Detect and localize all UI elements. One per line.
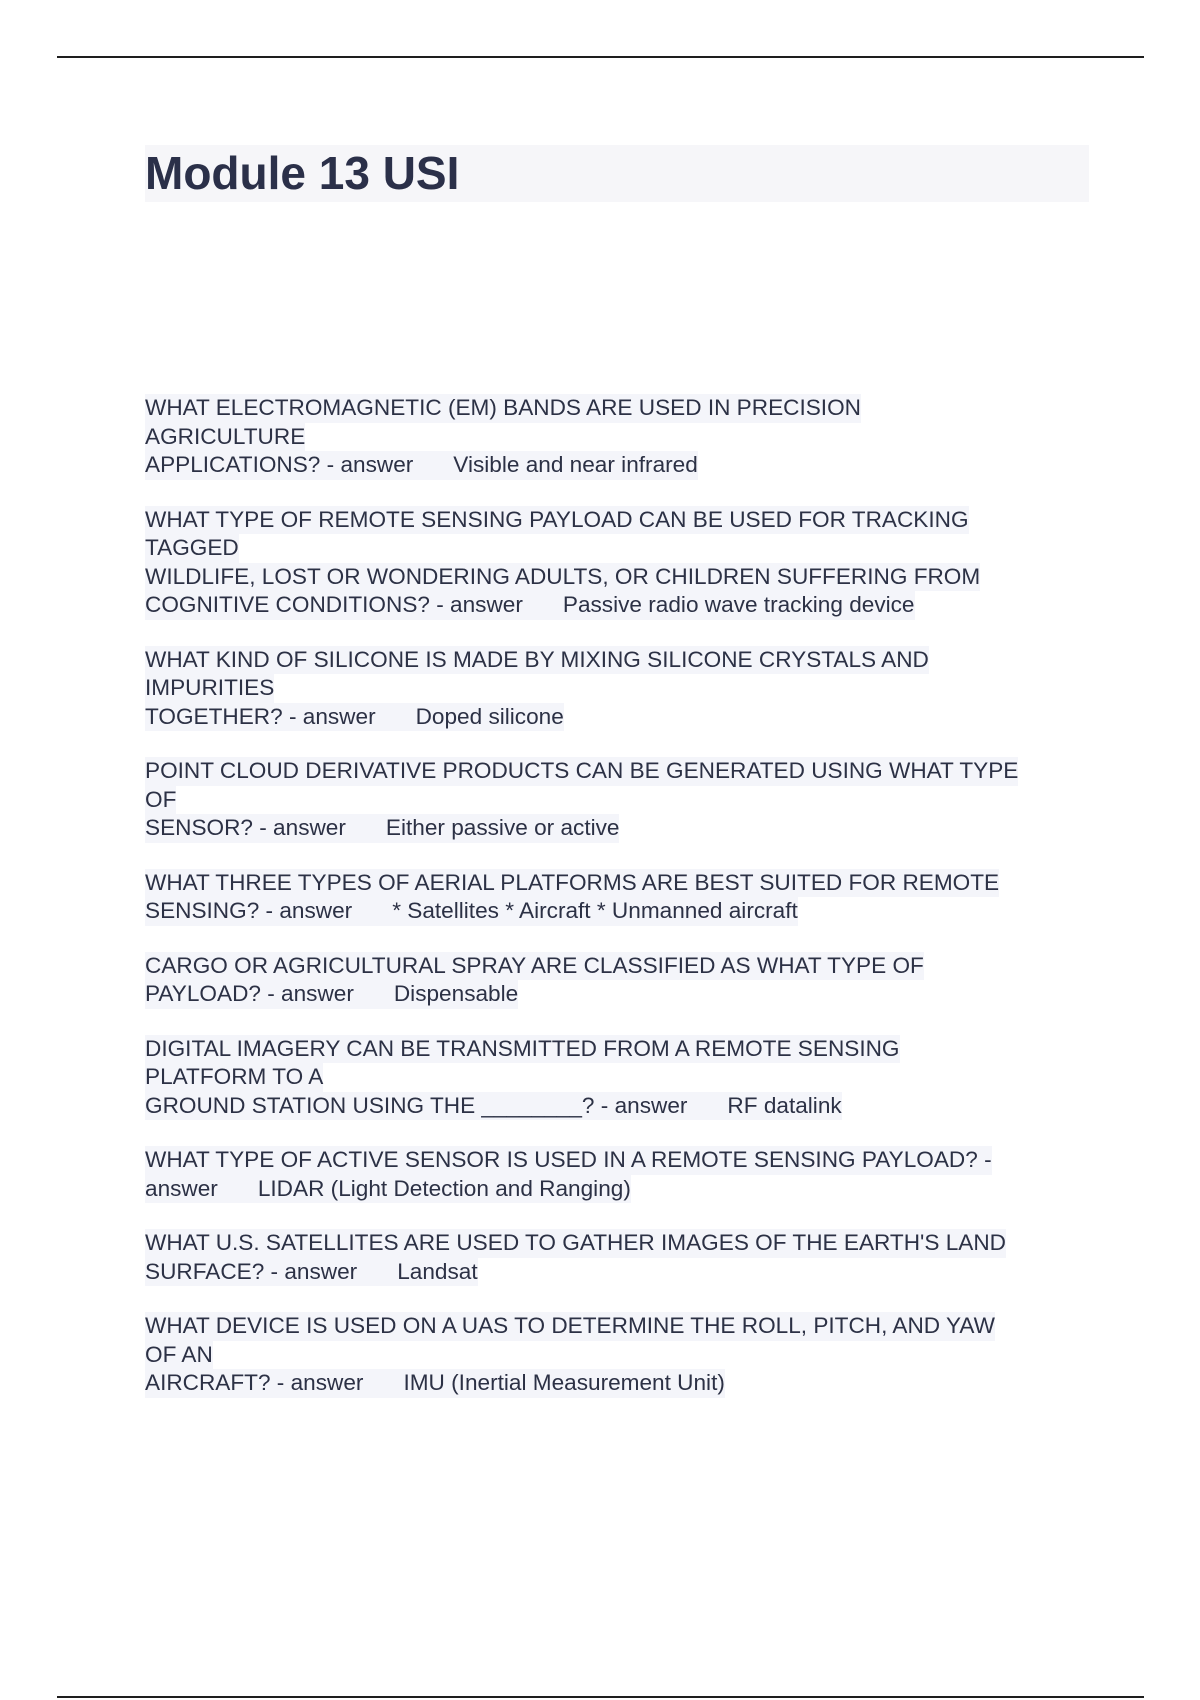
answer-text: RF datalink	[727, 1092, 842, 1118]
question-tail: answer	[145, 1175, 218, 1201]
qa-list	[145, 394, 1095, 1424]
question-line: DIGITAL IMAGERY CAN BE TRANSMITTED FROM A REMOTE SENSING	[145, 1035, 900, 1064]
question-line: POINT CLOUD DERIVATIVE PRODUCTS CAN BE GENERATED USING WHAT TYPE	[145, 757, 1018, 786]
question-line: OF	[145, 786, 176, 815]
answer-text: Dispensable	[393, 981, 519, 1006]
qa-item	[145, 646, 1095, 732]
question-line: WHAT U.S. SATELLITES ARE USED TO GATHER IMAGES OF THE EARTH'S LAND	[145, 1229, 1006, 1258]
question-tail: SURFACE? - answer	[145, 1258, 358, 1284]
question-line: OF AN	[145, 1341, 213, 1370]
qa-item	[145, 394, 1095, 480]
page-title: Module 13 USI	[145, 147, 460, 199]
question-answer-line	[145, 451, 698, 480]
answer-text: Visible and near infrared	[453, 452, 698, 477]
answer-text: Doped silicone	[415, 703, 564, 729]
question-answer-line	[145, 703, 564, 732]
answer-text: Landsat	[397, 1258, 478, 1284]
qa-item	[145, 952, 1095, 1009]
question-answer-line	[145, 1092, 842, 1121]
question-answer-line	[145, 1175, 631, 1204]
question-answer-line	[145, 814, 619, 843]
question-answer-line	[145, 980, 518, 1009]
question-tail: GROUND STATION USING THE ________? - answer	[145, 1092, 688, 1118]
bottom-rule	[57, 1696, 1144, 1698]
qa-item	[145, 869, 1095, 926]
qa-item	[145, 1229, 1095, 1286]
question-answer-line	[145, 591, 915, 620]
qa-item	[145, 1312, 1095, 1398]
question-tail: COGNITIVE CONDITIONS? - answer	[145, 592, 523, 617]
answer-text: IMU (Inertial Measurement Unit)	[403, 1370, 725, 1395]
question-line: TAGGED	[145, 534, 239, 563]
question-tail: TOGETHER? - answer	[145, 703, 376, 729]
question-tail: PAYLOAD? - answer	[145, 981, 354, 1006]
question-tail: AIRCRAFT? - answer	[145, 1370, 364, 1395]
answer-text: Passive radio wave tracking device	[562, 592, 915, 617]
question-line: AGRICULTURE	[145, 423, 305, 452]
question-answer-line	[145, 1369, 725, 1398]
question-line: WHAT TYPE OF ACTIVE SENSOR IS USED IN A REMOTE SENSING PAYLOAD? -	[145, 1146, 992, 1175]
question-answer-line	[145, 897, 798, 926]
top-rule	[57, 56, 1144, 58]
question-line: WHAT THREE TYPES OF AERIAL PLATFORMS ARE BEST SUITED FOR REMOTE	[145, 869, 999, 898]
qa-item	[145, 1146, 1095, 1203]
qa-item	[145, 757, 1095, 843]
question-line: WHAT KIND OF SILICONE IS MADE BY MIXING SILICONE CRYSTALS AND	[145, 646, 929, 675]
answer-text: LIDAR (Light Detection and Ranging)	[257, 1175, 631, 1201]
question-line: WHAT ELECTROMAGNETIC (EM) BANDS ARE USED IN PRECISION	[145, 394, 861, 423]
question-line: CARGO OR AGRICULTURAL SPRAY ARE CLASSIFIED AS WHAT TYPE OF	[145, 952, 924, 981]
question-line: WILDLIFE, LOST OR WONDERING ADULTS, OR CHILDREN SUFFERING FROM	[145, 563, 980, 592]
question-line: IMPURITIES	[145, 674, 274, 703]
qa-item	[145, 506, 1095, 620]
question-tail: SENSING? - answer	[145, 898, 353, 923]
question-line: PLATFORM TO A	[145, 1063, 323, 1092]
question-tail: SENSOR? - answer	[145, 815, 346, 840]
question-line: WHAT DEVICE IS USED ON A UAS TO DETERMINE THE ROLL, PITCH, AND YAW	[145, 1312, 995, 1341]
question-tail: APPLICATIONS? - answer	[145, 452, 414, 477]
qa-item	[145, 1035, 1095, 1121]
question-answer-line	[145, 1258, 478, 1287]
answer-text: Either passive or active	[385, 815, 620, 840]
question-line: WHAT TYPE OF REMOTE SENSING PAYLOAD CAN BE USED FOR TRACKING	[145, 506, 969, 535]
answer-text: * Satellites * Aircraft * Unmanned aircraft	[392, 898, 798, 923]
